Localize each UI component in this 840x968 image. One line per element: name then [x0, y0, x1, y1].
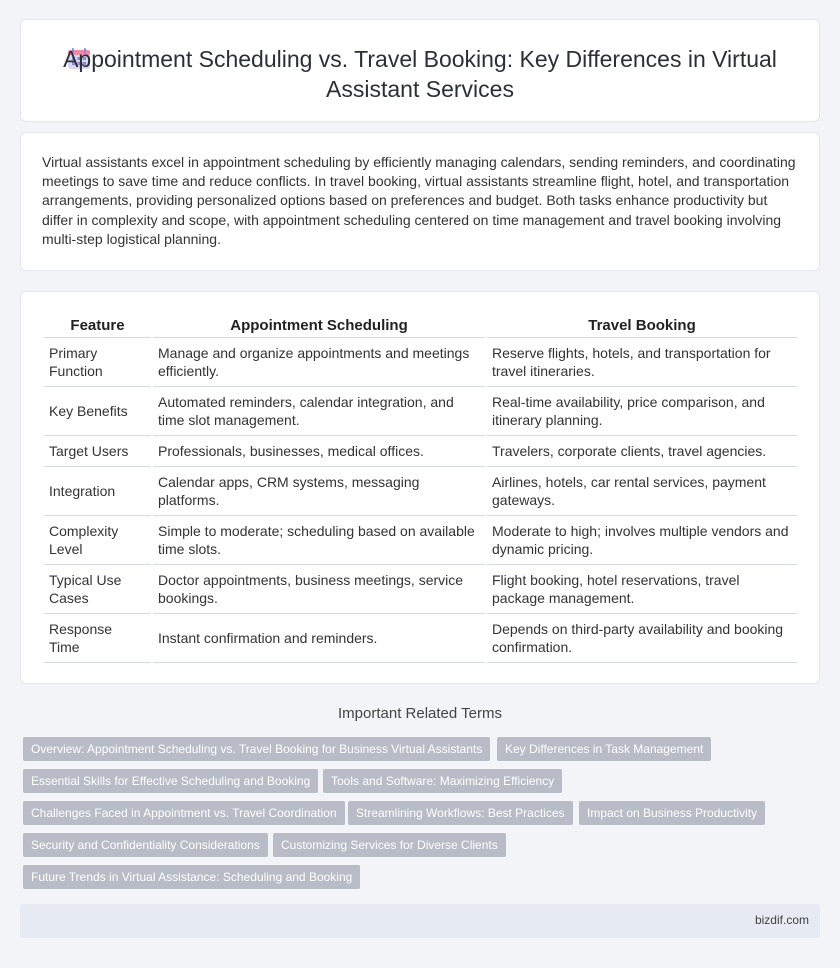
related-term-tag[interactable]: Impact on Business Productivity: [579, 801, 765, 825]
intro-paragraph: Virtual assistants excel in appointment scheduling by efficiently managing calendars, sending reminders, and coordinating meetings to save time and reduce conflicts. In travel booking, virtual assistants streamline flight, hotel, and transportation arrangements, providing personalized options based on preferences and budget. Both tasks enhance productivity but differ in complexity and scope, with appointment scheduling centered on time management and travel booking involving multi-step logistical planning.: [42, 154, 796, 247]
appointment-cell: Instant confirmation and reminders.: [153, 614, 485, 663]
related-term-tag[interactable]: Security and Confidentiality Considerations: [23, 833, 268, 857]
column-header-appointment: Appointment Scheduling: [153, 313, 485, 338]
table-row: [44, 614, 797, 663]
table-row: [44, 565, 797, 614]
travel-cell: Depends on third-party availability and booking confirmation.: [487, 614, 797, 663]
table-row: [44, 516, 797, 565]
feature-cell: Response Time: [44, 614, 151, 663]
appointment-cell: Simple to moderate; scheduling based on available time slots.: [153, 516, 485, 565]
feature-cell: Complexity Level: [44, 516, 151, 565]
feature-cell: Target Users: [44, 436, 151, 467]
column-header-feature: Feature: [44, 313, 151, 338]
related-term-tag[interactable]: Challenges Faced in Appointment vs. Travel Coordination: [23, 801, 345, 825]
appointment-cell: Professionals, businesses, medical offices.: [153, 436, 485, 467]
table-header-row: [44, 313, 797, 338]
travel-cell: Moderate to high; involves multiple vendors and dynamic pricing.: [487, 516, 797, 565]
footer: [20, 904, 820, 938]
comparison-table: [42, 313, 799, 663]
header-card: [20, 19, 820, 122]
table-row: [44, 467, 797, 516]
travel-cell: Reserve flights, hotels, and transportation for travel itineraries.: [487, 338, 797, 387]
appointment-cell: Automated reminders, calendar integration, and time slot management.: [153, 387, 485, 436]
column-header-travel: Travel Booking: [487, 313, 797, 338]
comparison-table-card: [20, 291, 820, 684]
related-terms-heading: Important Related Terms: [338, 705, 502, 722]
footer-site-link[interactable]: bizdif.com: [754, 913, 809, 927]
feature-cell: Integration: [44, 467, 151, 516]
table-row: [44, 436, 797, 467]
travel-cell: Flight booking, hotel reservations, travel package management.: [487, 565, 797, 614]
related-term-tag[interactable]: Overview: Appointment Scheduling vs. Travel Booking for Business Virtual Assistants: [23, 737, 490, 761]
feature-cell: Primary Function: [44, 338, 151, 387]
page-title: Appointment Scheduling vs. Travel Booking: Key Differences in Virtual Assistant Services: [63, 46, 777, 102]
table-row: [44, 387, 797, 436]
travel-cell: Travelers, corporate clients, travel agencies.: [487, 436, 797, 467]
appointment-cell: Calendar apps, CRM systems, messaging platforms.: [153, 467, 485, 516]
related-term-tag[interactable]: Key Differences in Task Management: [497, 737, 711, 761]
appointment-cell: Doctor appointments, business meetings, service bookings.: [153, 565, 485, 614]
appointment-cell: Manage and organize appointments and meetings efficiently.: [153, 338, 485, 387]
related-term-tag[interactable]: Future Trends in Virtual Assistance: Scheduling and Booking: [23, 865, 360, 889]
related-term-tag[interactable]: Streamlining Workflows: Best Practices: [348, 801, 573, 825]
intro-card: [20, 132, 820, 271]
related-term-tag[interactable]: Customizing Services for Diverse Clients: [273, 833, 506, 857]
related-term-tag[interactable]: Tools and Software: Maximizing Efficiency: [323, 769, 562, 793]
related-term-tag[interactable]: Essential Skills for Effective Scheduling and Booking: [23, 769, 318, 793]
table-row: [44, 338, 797, 387]
travel-cell: Real-time availability, price comparison, and itinerary planning.: [487, 387, 797, 436]
feature-cell: Typical Use Cases: [44, 565, 151, 614]
travel-cell: Airlines, hotels, car rental services, payment gateways.: [487, 467, 797, 516]
feature-cell: Key Benefits: [44, 387, 151, 436]
